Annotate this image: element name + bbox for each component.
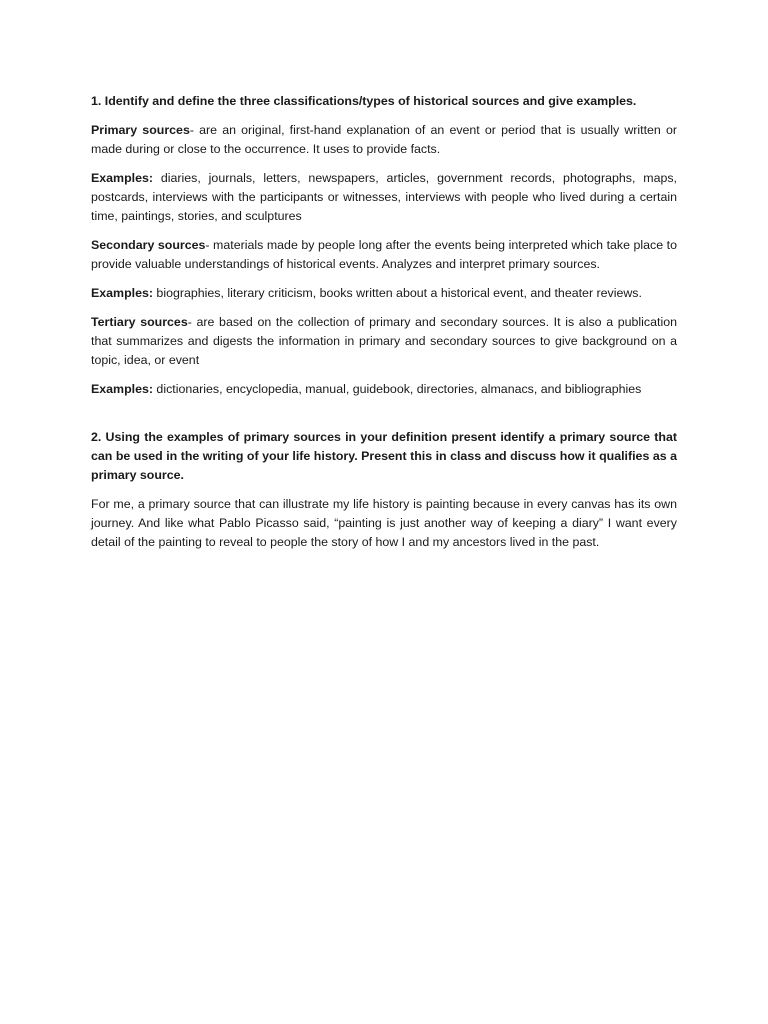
tertiary-sources-examples	[91, 380, 677, 399]
tertiary-sources-text: - are based on the collection of primary and secondary sources. It is also a publication that summarizes and digests the information in primary and secondary sources to give background on a topic, idea, or event	[91, 315, 677, 367]
secondary-examples-text: biographies, literary criticism, books written about a historical event, and theater reviews.	[152, 286, 642, 300]
question-2-heading: 2. Using the examples of primary sources in your definition present identify a primary source that can be used in the writing of your life history. Present this in class and discuss how it qualifies as a primary source.	[91, 430, 677, 482]
secondary-sources-definition	[91, 236, 677, 274]
primary-examples-text: diaries, journals, letters, newspapers, articles, government records, photographs, maps, postcards, interviews with the participants or witnesses, interviews with people who lived during a certain time, paintings, stories, and sculptures	[91, 171, 677, 223]
secondary-sources-examples	[91, 284, 677, 303]
tertiary-sources-definition	[91, 313, 677, 370]
primary-sources-examples	[91, 169, 677, 226]
examples-label: Examples:	[91, 171, 153, 185]
tertiary-sources-term: Tertiary sources	[91, 315, 188, 329]
secondary-sources-term: Secondary sources	[91, 238, 206, 252]
section-gap	[91, 409, 677, 428]
secondary-sources-text: - materials made by people long after the events being interpreted which take place to provide valuable understandings of historical events. Analyzes and interpret primary sources.	[91, 238, 677, 271]
primary-sources-term: Primary sources	[91, 123, 190, 137]
examples-label: Examples:	[91, 382, 153, 396]
primary-sources-definition	[91, 121, 677, 159]
document-body	[91, 92, 677, 562]
question-1-heading: 1. Identify and define the three classifications/types of historical sources and give examples.	[91, 94, 637, 108]
examples-label: Examples:	[91, 286, 153, 300]
primary-sources-text: - are an original, first-hand explanation of an event or period that is usually written or made during or close to the occurrence. It uses to provide facts.	[91, 123, 677, 156]
tertiary-examples-text: dictionaries, encyclopedia, manual, guidebook, directories, almanacs, and bibliographies	[152, 382, 642, 396]
question-2-answer: For me, a primary source that can illustrate my life history is painting because in every canvas has its own journey. And like what Pablo Picasso said, “painting is just another way of keeping a diary” I want every detail of the painting to reveal to people the story of how I and my ancestors lived in the past.	[91, 497, 677, 549]
